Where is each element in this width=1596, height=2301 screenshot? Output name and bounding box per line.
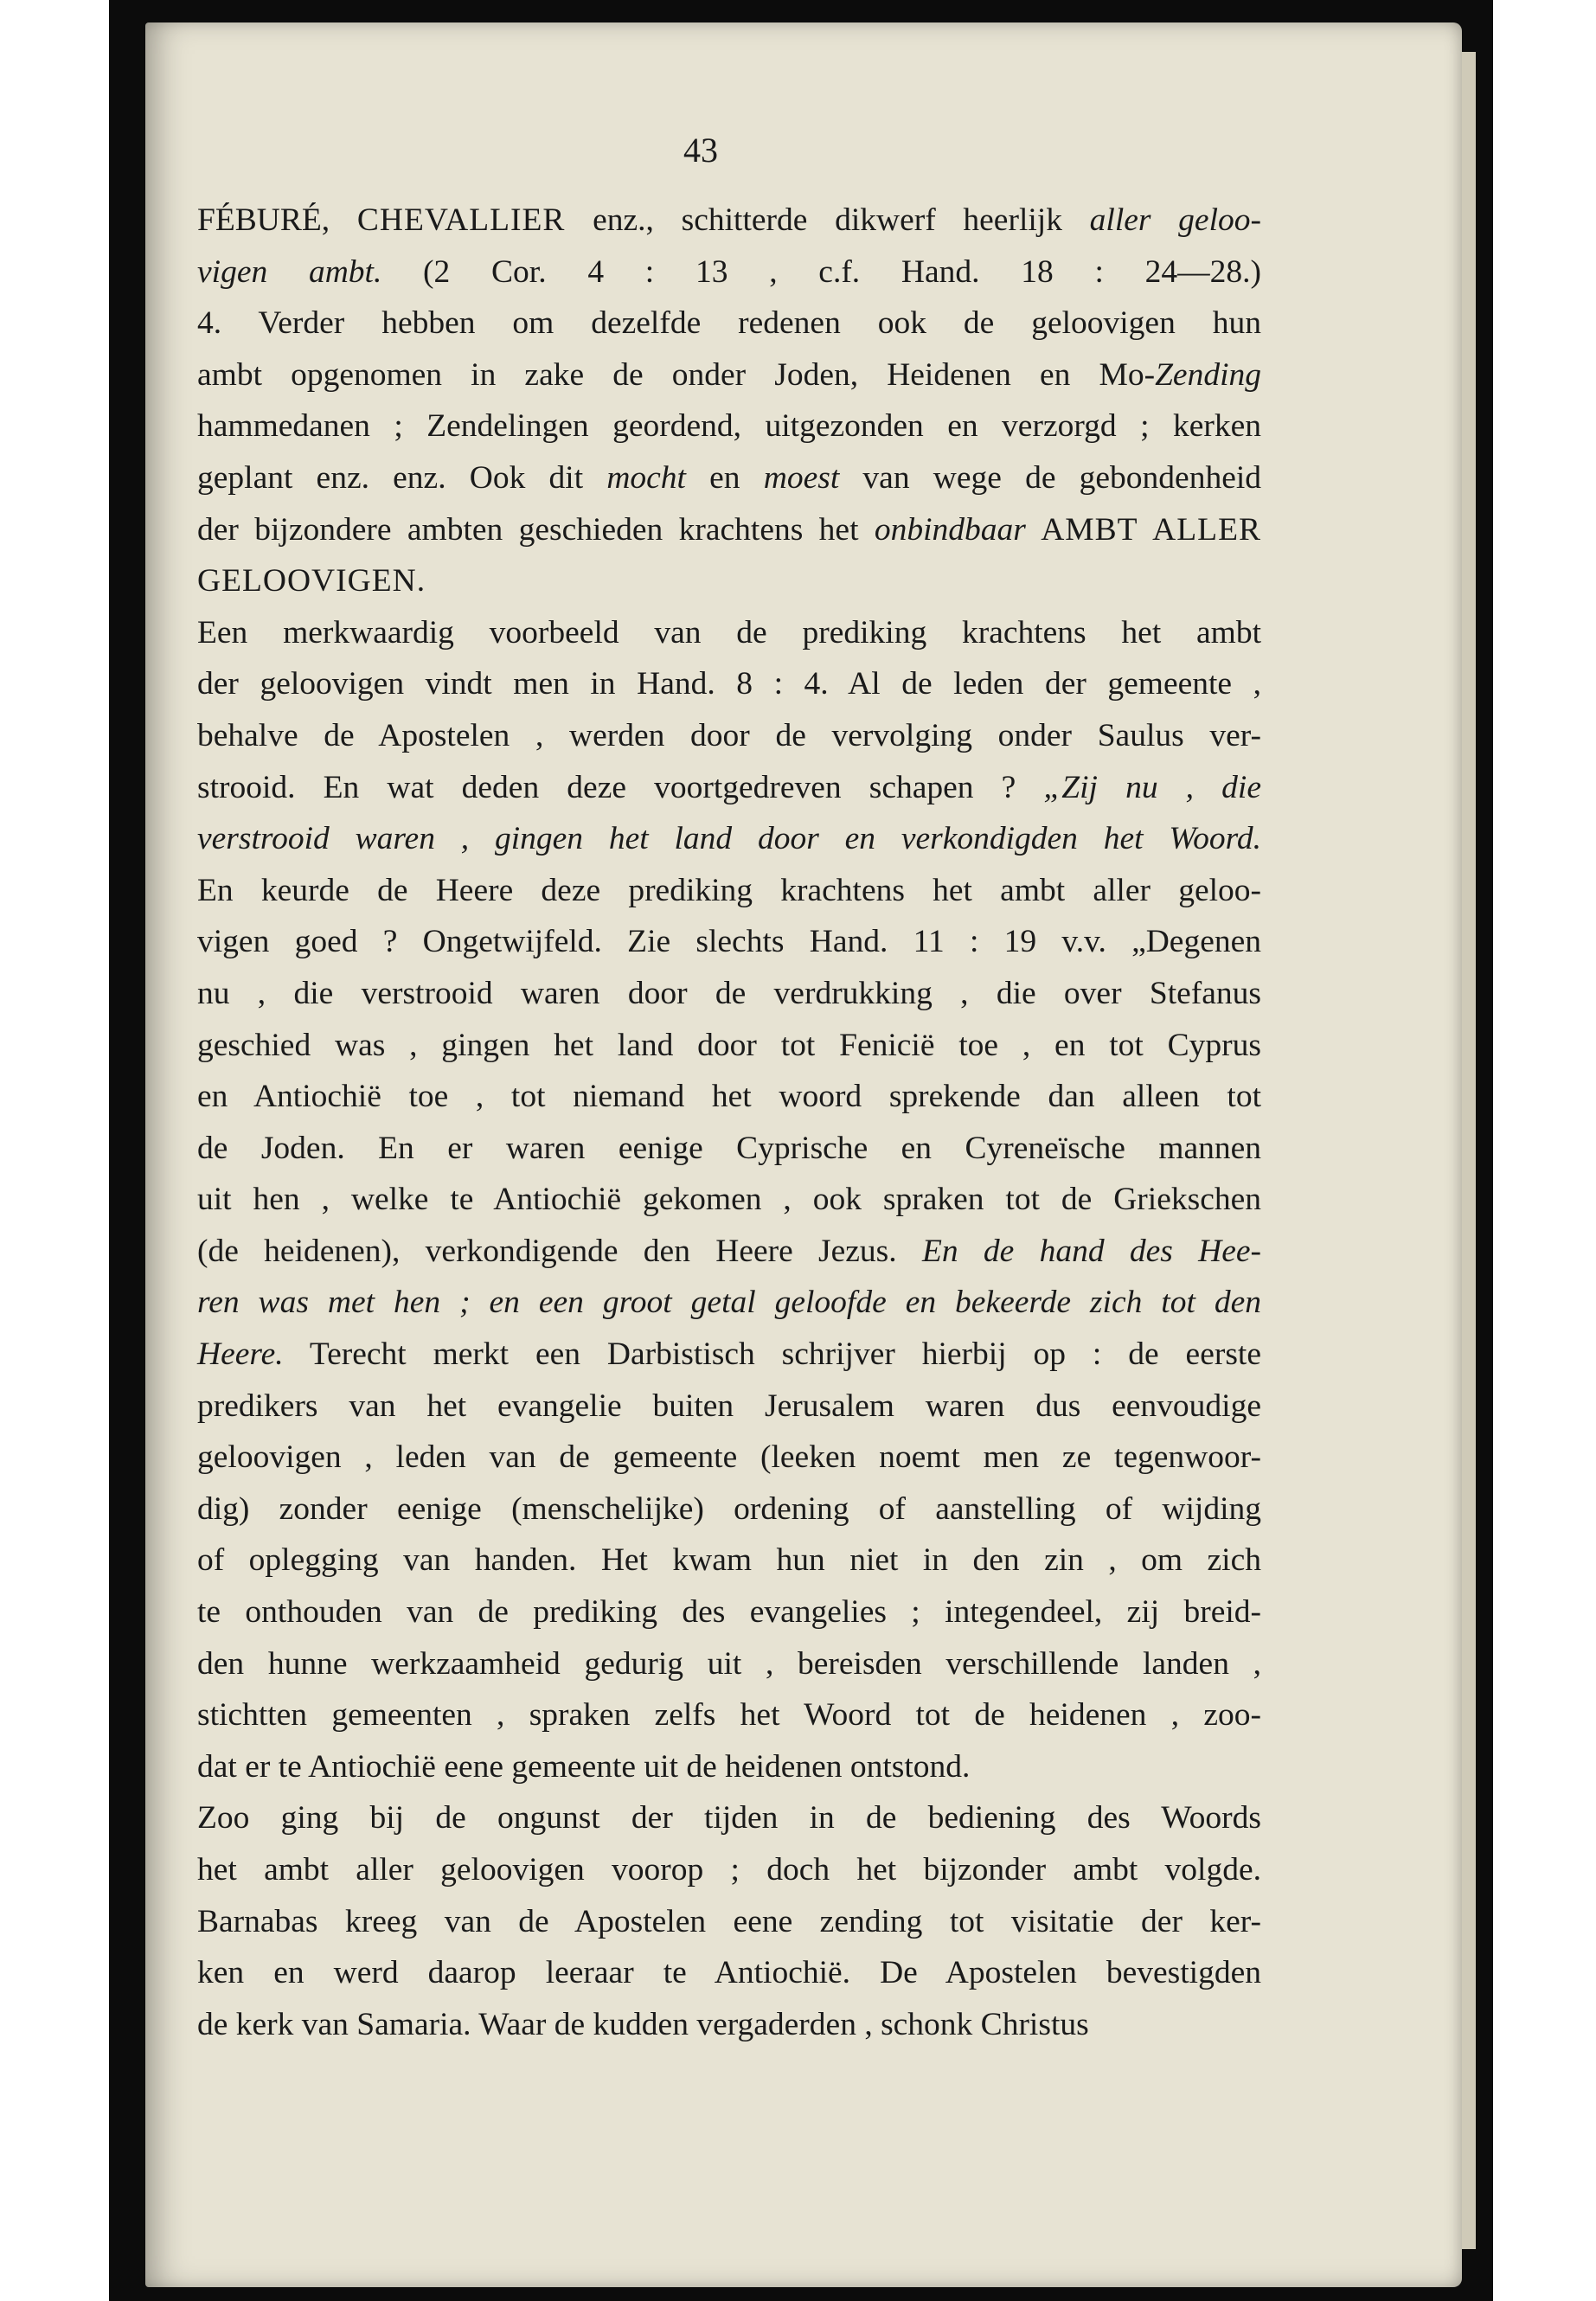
page-number: 43 (683, 131, 718, 170)
text-line (197, 1999, 1261, 2051)
text-line (197, 1947, 1261, 1999)
text-line (197, 195, 1261, 247)
text-run: CHEVALLIER (356, 202, 566, 238)
text-run: geloovigen , leden van de gemeente (leeken noemt men ze tegenwoor- (197, 1439, 1261, 1476)
text-run: strooid. En wat deden deze voortgedreven schapen ? (197, 769, 1044, 805)
text-run: dig) zonder eenige (menschelijke) ordening of aanstelling of wijding (197, 1490, 1261, 1527)
text-line (197, 1638, 1261, 1690)
text-line (197, 1689, 1261, 1741)
text-run: Heere. (197, 1336, 284, 1373)
text-run: (2 Cor. 4 : 13 , c.f. Hand. 18 : 24—28.) (381, 253, 1261, 290)
text-run: te onthouden van de prediking des evangelies ; integendeel, zij breid- (197, 1594, 1261, 1631)
text-run: ambt opgenomen in zake de (197, 356, 672, 393)
text-run: onder Joden, Heidenen en Mo- (671, 356, 1156, 393)
text-line (197, 452, 1261, 504)
text-run: dat er te Antiochië eene gemeente uit de heidenen ontstond. (197, 1748, 971, 1785)
text-line (197, 1020, 1261, 1072)
text-line (197, 298, 1261, 349)
text-run: onbindbaar (874, 511, 1026, 548)
text-run: hammedanen ; Zendelingen geordend, uitgezonden en verzorgd ; kerken (197, 408, 1261, 445)
text-run: of oplegging van handen. Het kwam hun niet in den zin , om zich (197, 1542, 1261, 1579)
text-line (197, 555, 1261, 607)
text-line (197, 1432, 1261, 1484)
text-line (197, 1329, 1261, 1381)
text-line (197, 1071, 1261, 1123)
text-run: het ambt aller geloovigen voorop ; doch het bijzonder ambt volgde. (197, 1852, 1261, 1888)
text-line (197, 813, 1261, 865)
text-line (197, 1174, 1261, 1226)
text-run: geplant enz. enz. Ook dit (197, 459, 607, 496)
text-run: van wege de gebondenheid (839, 459, 1262, 496)
text-run: en Antiochië toe , tot niemand het woord sprekende dan alleen tot (197, 1079, 1261, 1115)
text-run: der geloovigen vindt men in Hand. 8 : 4. Al de leden der gemeente , (197, 666, 1261, 702)
text-line (197, 1586, 1261, 1638)
text-line (197, 1226, 1261, 1278)
text-run: de kerk van Samaria. Waar de kudden vergaderden , schonk Christus (197, 2006, 1089, 2042)
text-run: ken en werd daarop leeraar te Antiochië. De Apostelen bevestigden (197, 1955, 1261, 1991)
text-line (197, 1535, 1261, 1586)
text-run: geschied was , gingen het land door tot Fenicië toe , en tot Cyprus (197, 1027, 1261, 1063)
text-line (197, 607, 1261, 659)
text-run: enz., schitterde dikwerf heerlijk (565, 202, 1090, 238)
text-line (197, 1381, 1261, 1433)
text-run: stichtten gemeenten , spraken zelfs het Woord tot de heidenen , zoo- (197, 1697, 1261, 1734)
text-run: GELOOVIGEN. (197, 563, 426, 599)
text-line (197, 401, 1261, 452)
text-run: der bijzondere ambten geschieden krachtens het (197, 511, 875, 548)
text-run: en (685, 459, 764, 496)
text-line (197, 1123, 1261, 1175)
text-line (197, 710, 1261, 762)
text-run: verstrooid waren , gingen het land door en verkondigden het Woord. (197, 821, 1261, 857)
text-run: predikers van het evangelie buiten Jerusalem waren dus eenvoudige (197, 1388, 1261, 1424)
text-line (197, 1484, 1261, 1535)
text-run: den hunne werkzaamheid gedurig uit , bereisden verschillende landen , (197, 1645, 1261, 1682)
text-run: nu , die verstrooid waren door de verdrukking , die over Stefanus (197, 975, 1261, 1011)
text-run: moest (763, 459, 840, 496)
page-edge (1462, 52, 1476, 2249)
text-run: Barnabas kreeg van de Apostelen eene zending tot visitatie der ker- (197, 1903, 1261, 1939)
text-run: (de heidenen), verkondigende den Heere Jezus. (197, 1233, 922, 1269)
text-run: mocht (606, 459, 686, 496)
body-text (197, 195, 1261, 2050)
text-run: de Joden. En er waren eenige Cyprische en Cyreneïsche mannen (197, 1130, 1261, 1166)
text-line (197, 1277, 1261, 1329)
text-line (197, 1741, 1261, 1793)
text-run: 4. Verder hebben om dezelfde redenen ook de geloovigen hun (197, 305, 1261, 342)
text-line (197, 916, 1261, 968)
text-run: „Zij nu , die (1043, 769, 1261, 805)
text-line (197, 247, 1261, 298)
text-run: behalve de Apostelen , werden door de vervolging onder Saulus ver- (197, 717, 1261, 753)
text-line (197, 349, 1261, 401)
text-run: Zending (1155, 356, 1261, 393)
text-run: ren was met hen ; en een groot getal geloofde en bekeerde zich tot den (197, 1285, 1261, 1321)
text-line (197, 504, 1261, 556)
text-run: Zoo ging bij de ongunst der tijden in de bediening des Woords (197, 1800, 1261, 1836)
text-line (197, 762, 1261, 814)
text-line (197, 1896, 1261, 1948)
text-line (197, 1844, 1261, 1896)
text-run: AMBT ALLER (1025, 511, 1261, 548)
text-run: Terecht merkt een Darbistisch schrijver hierbij op : de eerste (283, 1336, 1261, 1373)
text-run: FÉBURÉ, (197, 202, 357, 238)
text-line (197, 1792, 1261, 1844)
text-run: En keurde de Heere deze prediking krachtens het ambt aller geloo- (197, 872, 1261, 908)
text-run: vigen goed ? Ongetwijfeld. Zie slechts Hand. 11 : 19 v.v. „Degenen (197, 924, 1261, 960)
text-line (197, 658, 1261, 710)
text-line (197, 968, 1261, 1020)
text-run: En de hand des Hee- (921, 1233, 1261, 1269)
text-run: uit hen , welke te Antiochië gekomen , ook spraken tot de Griekschen (197, 1182, 1261, 1218)
text-run: aller geloo- (1089, 202, 1261, 238)
text-line (197, 865, 1261, 917)
text-run: Een merkwaardig voorbeeld van de prediking krachtens het ambt (197, 614, 1261, 651)
text-run: vigen ambt. (197, 253, 382, 290)
